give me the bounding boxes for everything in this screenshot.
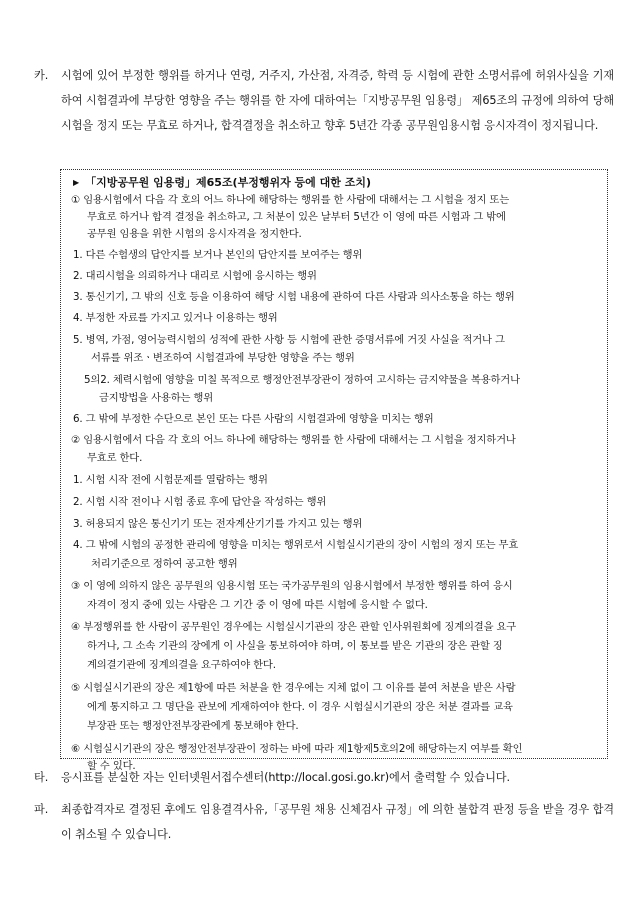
subitem-line: 1. 시험 시작 전에 시험문제를 열람하는 행위: [73, 474, 268, 486]
subitem-line: 금지방법을 사용하는 행위: [99, 392, 214, 404]
subitem-line: 6. 그 밖에 부정한 수단으로 본인 또는 다른 사람의 시험결과에 영향을 미치는 행위: [73, 413, 434, 425]
subitem-line: 3. 통신기기, 그 밖의 신호 등을 이용하여 해당 시험 내용에 관하여 다른 사람과 의사소통을 하는 행위: [73, 291, 515, 303]
subitem-line: 5의2. 체력시험에 영향을 미칠 목적으로 행정안전부장관이 정하여 고시하는 금지약물을 복용하거나: [84, 374, 520, 386]
subitem-line: 4. 부정한 자료를 가지고 있거나 이용하는 행위: [73, 312, 278, 324]
law-excerpt-box: [60, 169, 608, 772]
item-marker: 파.: [34, 803, 49, 816]
notice-item-ta: [34, 765, 614, 790]
item-text: 시험에 있어 부정한 행위를 하거나 연령, 거주지, 가산점, 자격증, 학력 등 시험에 관한 소명서류에 허위사실을 기재하여 시험결과에 부당한 영향을 주는 행위를 한 자에 대하여는「지방공무원 임용령」 제65조의 규정에 의하여 당해 시험을 정지 또는 무효로 하거나, 합격결정을 취소하고 향후 5년간 각종 공무원임용시험 응시자격이 정지됩니다.: [61, 69, 614, 132]
item-text: 최종합격자로 결정된 후에도 임용결격사유,「공무원 채용 신체검사 규정」에 의한 불합격 판정 등을 받을 경우 합격이 취소될 수 있습니다.: [61, 803, 614, 841]
clause-6-line: ⑥ 시험실시기관의 장은 행정안전부장관이 정하는 바에 따라 제1항제5호의2에 해당하는지 여부를 확인: [71, 743, 523, 755]
notice-item-pa: [34, 797, 614, 847]
subitem-line: 4. 그 밖에 시험의 공정한 관리에 영향을 미치는 행위로서 시험실시기관의 장이 시험의 정지 또는 무효: [73, 539, 519, 551]
clause-3-line: 자격이 정지 중에 있는 사람은 그 기간 중 이 영에 따른 시험에 응시할 수 없다.: [87, 599, 428, 611]
triangle-bullet-icon: ▶: [73, 178, 80, 187]
clause-5-line: 에게 통지하고 그 명단을 관보에 게재하여야 한다. 이 경우 시험실시기관의 장은 처분 결과를 교육: [87, 701, 513, 713]
item-marker: 타.: [34, 771, 49, 784]
subitem-line: 서류를 위조ㆍ변조하여 시험결과에 부당한 영향을 주는 행위: [91, 352, 355, 364]
subitem-line: 2. 시험 시작 전이나 시험 종료 후에 답안을 작성하는 행위: [73, 496, 327, 508]
clause-1-line: ① 임용시험에서 다음 각 호의 어느 하나에 해당하는 행위를 한 사람에 대해서는 그 시험을 정지 또는: [71, 194, 510, 206]
item-marker: 카.: [34, 69, 49, 82]
clause-1-line: 공무원 임용을 위한 시험의 응시자격을 정지한다.: [87, 228, 302, 240]
subitem-line: 3. 허용되지 않은 통신기기 또는 전자계산기기를 가지고 있는 행위: [73, 518, 363, 530]
clause-1-line: 무효로 하거나 합격 결정을 취소하고, 그 처분이 있은 날부터 5년간 이 영에 따른 시험과 그 밖에: [87, 211, 506, 223]
law-title-text: 「지방공무원 임용령」제65조(부정행위자 등에 대한 조치): [85, 176, 371, 189]
subitem-line: 2. 대리시험을 의뢰하거나 대리로 시험에 응시하는 행위: [73, 270, 317, 282]
clause-5-line: 부장관 또는 행정안전부장관에게 통보해야 한다.: [87, 720, 299, 732]
item-text: 응시표를 분실한 자는 인터넷원서접수센터(http://local.gosi.go.kr)에서 출력할 수 있습니다.: [61, 771, 510, 784]
clause-4-line: 하거나, 그 소속 기관의 장에게 이 사실을 통보하여야 하며, 이 통보를 받은 기관의 장은 관할 징: [87, 640, 503, 652]
law-title: [73, 173, 371, 193]
notice-item-ka: [34, 63, 614, 138]
subitem-line: 5. 병역, 가점, 영어능력시험의 성적에 관한 사항 등 시험에 관한 증명서류에 거짓 사실을 적거나 그: [73, 334, 505, 346]
clause-3-line: ③ 이 영에 의하지 않은 공무원의 임용시험 또는 국가공무원의 임용시험에서 부정한 행위를 하여 응시: [71, 580, 513, 592]
clause-2-line: ② 임용시험에서 다음 각 호의 어느 하나에 해당하는 행위를 한 사람에 대해서는 그 시험을 정지하거나: [71, 434, 516, 446]
subitem-line: 처리기준으로 정하여 공고한 행위: [91, 558, 238, 570]
clause-4-line: 계의결기관에 징계의결을 요구하여야 한다.: [87, 659, 276, 671]
subitem-line: 1. 다른 수험생의 답안지를 보거나 본인의 답안지를 보여주는 행위: [73, 249, 363, 261]
clause-5-line: ⑤ 시험실시기관의 장은 제1항에 따른 처분을 한 경우에는 지체 없이 그 이유를 붙여 처분을 받은 사람: [71, 682, 516, 694]
clause-6-line: 할 수 있다.: [87, 760, 136, 772]
clause-2-line: 무효로 한다.: [87, 452, 143, 464]
clause-4-line: ④ 부정행위를 한 사람이 공무원인 경우에는 시험실시기관의 장은 관할 인사위원회에 징계의결을 요구: [71, 621, 517, 633]
